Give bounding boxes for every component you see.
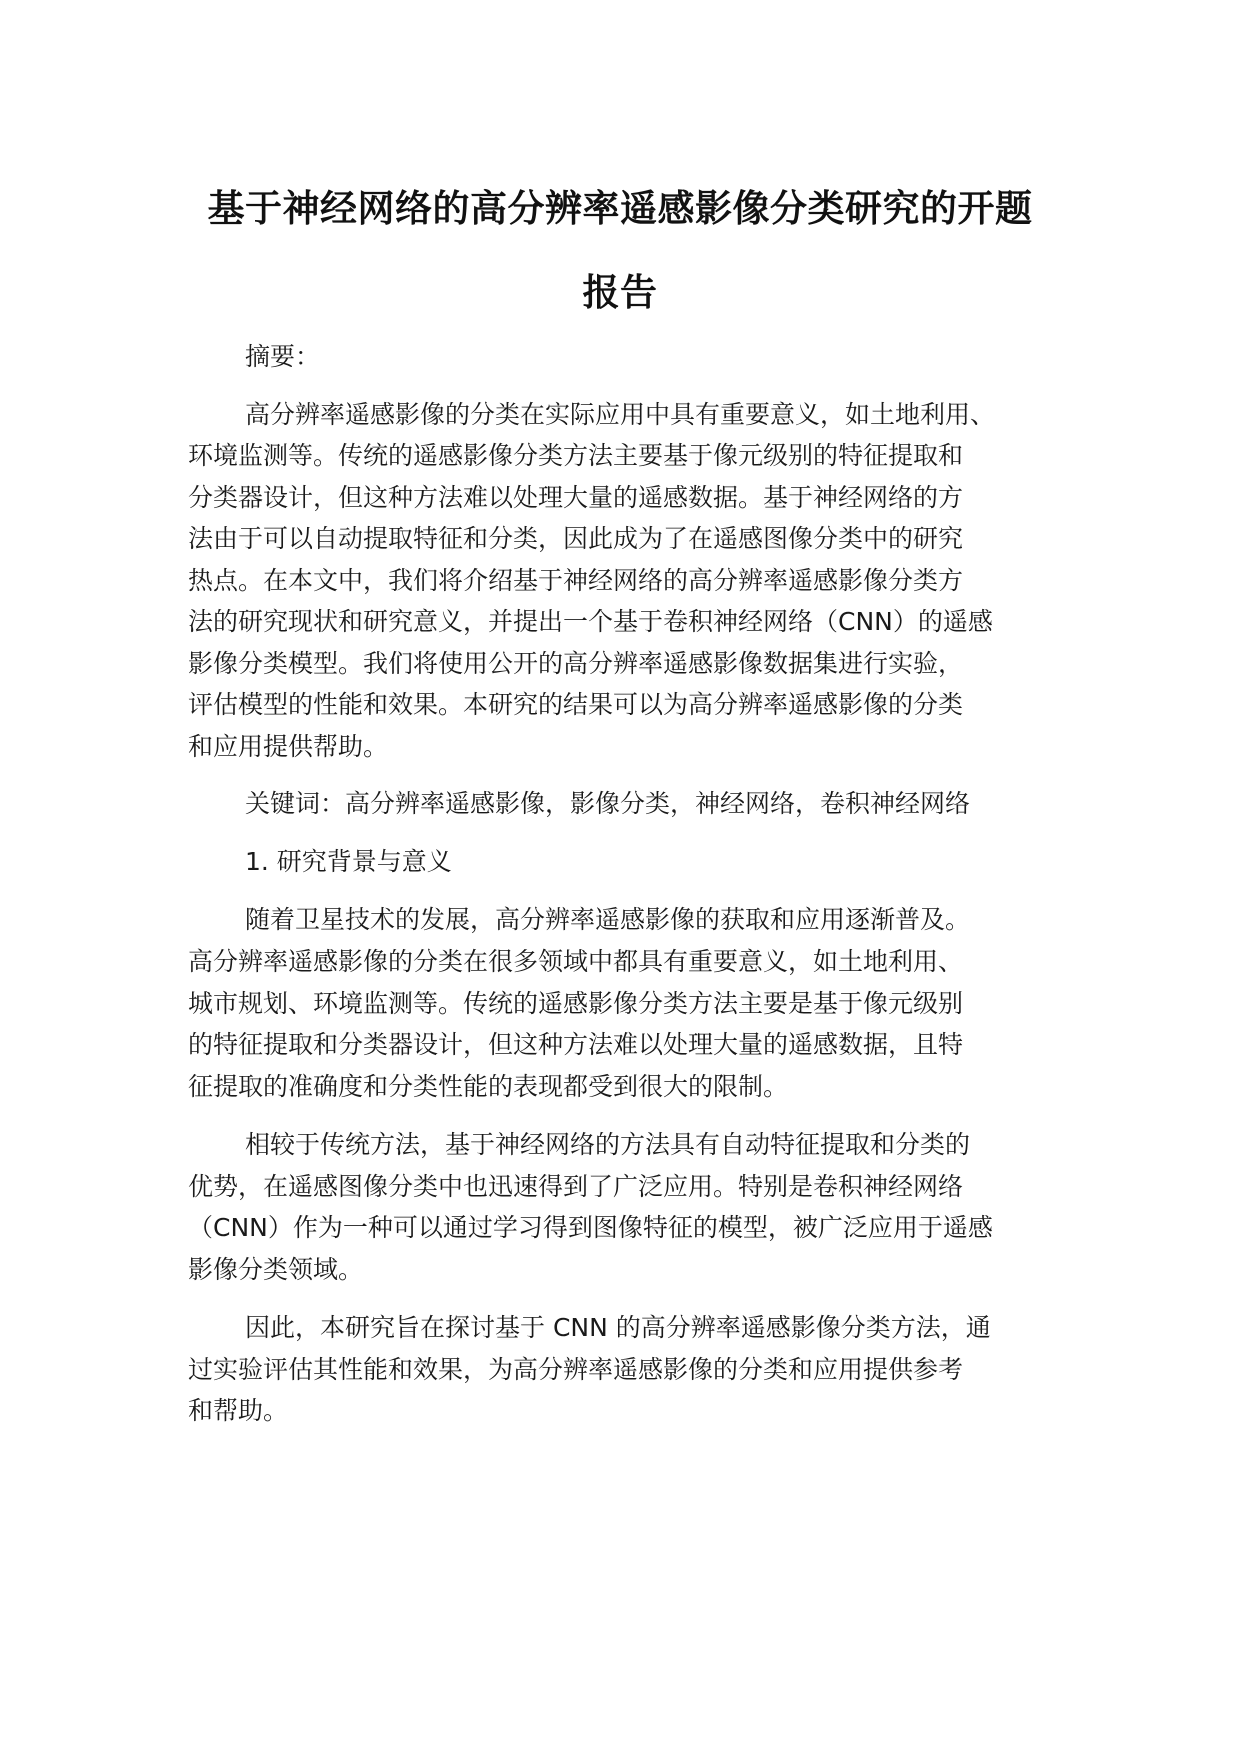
section-paragraph-line: 的特征提取和分类器设计，但这种方法难以处理大量的遥感数据，且特 <box>188 1030 964 1059</box>
keywords-line: 关键词：高分辨率遥感影像，影像分类，神经网络，卷积神经网络 <box>245 789 971 818</box>
section-paragraph-line: 影像分类领域。 <box>188 1255 364 1284</box>
abstract-line: 热点。在本文中，我们将介绍基于神经网络的高分辨率遥感影像分类方 <box>188 566 964 595</box>
abstract-line: 法的研究现状和研究意义，并提出一个基于卷积神经网络（CNN）的遥感 <box>188 607 993 636</box>
abstract-line: 评估模型的性能和效果。本研究的结果可以为高分辨率遥感影像的分类 <box>188 690 964 719</box>
abstract-line: 高分辨率遥感影像的分类在实际应用中具有重要意义，如土地利用、 <box>245 400 996 429</box>
section-paragraph-line: 因此，本研究旨在探讨基于 CNN 的高分辨率遥感影像分类方法，通 <box>245 1313 991 1342</box>
section-paragraph-line: 征提取的准确度和分类性能的表现都受到很大的限制。 <box>188 1072 789 1101</box>
section-paragraph-line: 过实验评估其性能和效果，为高分辨率遥感影像的分类和应用提供参考 <box>188 1355 964 1384</box>
section-paragraph-line: 随着卫星技术的发展，高分辨率遥感影像的获取和应用逐渐普及。 <box>245 905 971 934</box>
abstract-line: 分类器设计，但这种方法难以处理大量的遥感数据。基于神经网络的方 <box>188 483 964 512</box>
section-heading: 1. 研究背景与意义 <box>245 847 452 876</box>
section-paragraph-line: 城市规划、环境监测等。传统的遥感影像分类方法主要是基于像元级别 <box>188 989 964 1018</box>
abstract-heading: 摘要： <box>245 342 321 371</box>
document-title-line-1: 基于神经网络的高分辨率遥感影像分类研究的开题 <box>207 187 1033 230</box>
section-paragraph-line: 高分辨率遥感影像的分类在很多领域中都具有重要意义，如土地利用、 <box>188 947 964 976</box>
document-title-line-2: 报告 <box>582 271 658 314</box>
section-paragraph-line: 相较于传统方法，基于神经网络的方法具有自动特征提取和分类的 <box>245 1130 971 1159</box>
abstract-line: 环境监测等。传统的遥感影像分类方法主要基于像元级别的特征提取和 <box>188 441 964 470</box>
abstract-line: 和应用提供帮助。 <box>188 732 389 761</box>
abstract-line: 影像分类模型。我们将使用公开的高分辨率遥感影像数据集进行实验， <box>188 649 964 678</box>
abstract-line: 法由于可以自动提取特征和分类，因此成为了在遥感图像分类中的研究 <box>188 524 964 553</box>
section-paragraph-line: 优势，在遥感图像分类中也迅速得到了广泛应用。特别是卷积神经网络 <box>188 1172 964 1201</box>
section-paragraph-line: （CNN）作为一种可以通过学习得到图像特征的模型，被广泛应用于遥感 <box>188 1213 993 1242</box>
section-paragraph-line: 和帮助。 <box>188 1396 289 1425</box>
